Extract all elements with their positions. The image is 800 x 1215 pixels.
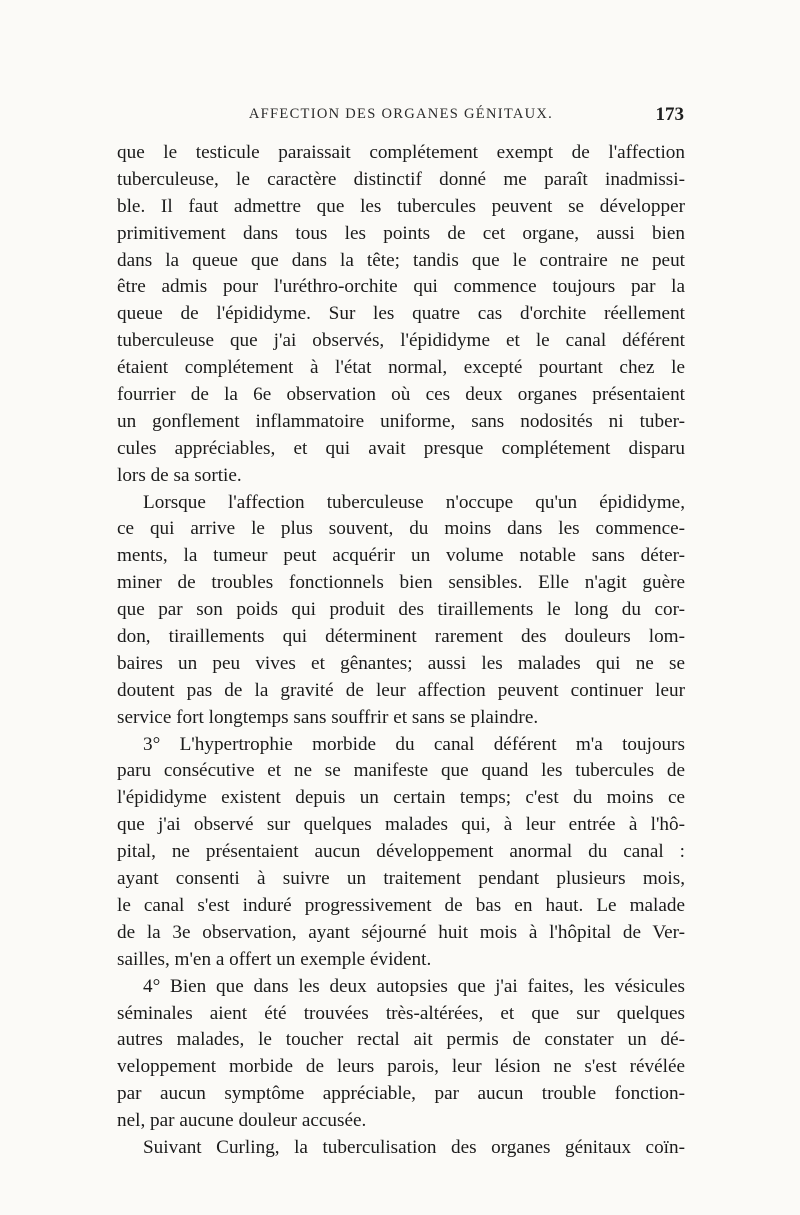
text-line: autres malades, le toucher rectal ait permis de constater un dé- bbox=[117, 1029, 685, 1051]
text-line: veloppement morbide de leurs parois, leur lésion ne s'est révélée bbox=[117, 1056, 685, 1078]
text-line: ble. Il faut admettre que les tubercules peuvent se développer bbox=[117, 195, 685, 217]
text-line: doutent pas de la gravité de leur affection peuvent continuer leur bbox=[117, 679, 685, 701]
text-line: de la 3e observation, ayant séjourné huit mois à l'hôpital de Ver- bbox=[117, 921, 685, 943]
text-line: ments, la tumeur peut acquérir un volume notable sans déter- bbox=[117, 545, 685, 567]
running-head bbox=[118, 104, 684, 128]
body-text bbox=[117, 140, 685, 1162]
text-line: nel, par aucune douleur accusée. bbox=[117, 1110, 367, 1132]
text-line: primitivement dans tous les points de cet organe, aussi bien bbox=[117, 222, 685, 244]
text-line: lors de sa sortie. bbox=[117, 464, 242, 486]
text-line: que par son poids qui produit des tiraillements le long du cor- bbox=[117, 599, 685, 621]
text-line: le canal s'est induré progressivement de bas en haut. Le malade bbox=[117, 894, 685, 916]
text-line: 4° Bien que dans les deux autopsies que j'ai faites, les vésicules bbox=[143, 975, 685, 997]
text-line: être admis pour l'uréthro-orchite qui commence toujours par la bbox=[117, 276, 685, 298]
running-title: AFFECTION DES ORGANES GÉNITAUX. bbox=[248, 106, 554, 122]
text-line: pital, ne présentaient aucun développement anormal du canal : bbox=[117, 841, 685, 863]
text-line: queue de l'épididyme. Sur les quatre cas d'orchite réellement bbox=[117, 303, 685, 325]
page-number: 173 bbox=[655, 104, 684, 125]
text-line: tuberculeuse, le caractère distinctif donné me paraît inadmissi- bbox=[117, 168, 685, 190]
text-line: sailles, m'en a offert un exemple évident. bbox=[117, 948, 432, 970]
text-line: dans la queue que dans la tête; tandis que le contraire ne peut bbox=[117, 249, 685, 271]
text-line: cules appréciables, et qui avait presque complétement disparu bbox=[117, 437, 685, 459]
text-line: que le testicule paraissait complétement exempt de l'affection bbox=[117, 142, 685, 163]
text-line: baires un peu vives et gênantes; aussi les malades qui ne se bbox=[117, 652, 685, 674]
text-line: tuberculeuse que j'ai observés, l'épididyme et le canal déférent bbox=[117, 330, 685, 352]
text-line: un gonflement inflammatoire uniforme, sans nodosités ni tuber- bbox=[117, 410, 685, 432]
text-line: Lorsque l'affection tuberculeuse n'occupe qu'un épididyme, bbox=[143, 491, 685, 513]
text-line: miner de troubles fonctionnels bien sensibles. Elle n'agit guère bbox=[117, 572, 685, 594]
text-line: ce qui arrive le plus souvent, du moins dans les commence- bbox=[117, 518, 685, 540]
text-line: que j'ai observé sur quelques malades qui, à leur entrée à l'hô- bbox=[117, 814, 685, 836]
text-line: fourrier de la 6e observation où ces deux organes présentaient bbox=[117, 384, 685, 406]
text-line: étaient complétement à l'état normal, excepté pourtant chez le bbox=[117, 357, 685, 379]
text-line: don, tiraillements qui déterminent rarement des douleurs lom- bbox=[117, 626, 685, 648]
text-line: paru consécutive et ne se manifeste que quand les tubercules de bbox=[117, 760, 685, 782]
text-line: l'épididyme existent depuis un certain temps; c'est du moins ce bbox=[117, 787, 685, 809]
text-line: 3° L'hypertrophie morbide du canal déférent m'a toujours bbox=[143, 733, 685, 755]
text-line: séminales aient été trouvées très-altérées, et que sur quelques bbox=[117, 1002, 685, 1024]
text-line: service fort longtemps sans souffrir et sans se plaindre. bbox=[117, 706, 539, 728]
text-line: ayant consenti à suivre un traitement pendant plusieurs mois, bbox=[117, 868, 685, 890]
text-line: par aucun symptôme appréciable, par aucun trouble fonction- bbox=[117, 1083, 685, 1105]
text-line: Suivant Curling, la tuberculisation des organes génitaux coïn- bbox=[143, 1136, 685, 1158]
